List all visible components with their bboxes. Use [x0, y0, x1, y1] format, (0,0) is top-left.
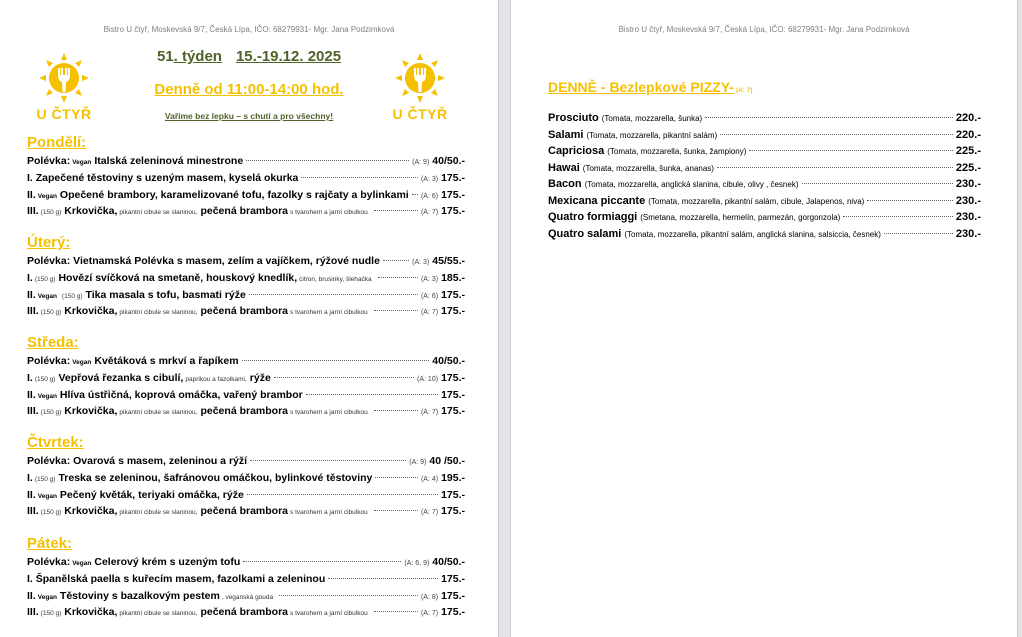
item-name-2: rýže	[249, 371, 271, 384]
week-dates: 15.-19.12. 2025	[235, 48, 342, 65]
item-weight: (150 g)	[34, 375, 56, 383]
item-name: Krkovička,	[64, 305, 118, 318]
dot-leader	[802, 183, 953, 184]
item-label: I.	[27, 271, 33, 284]
item-name: Krkovička,	[64, 505, 118, 518]
pizza-price: 220.-	[955, 112, 981, 124]
item-price: 175.-	[441, 371, 465, 384]
item-label: Polévka:	[27, 455, 71, 467]
allergens: (A: 3)	[420, 175, 439, 183]
pizza-name: Quatro formiaggi	[548, 211, 638, 223]
dot-leader	[250, 460, 406, 461]
item-label: III.	[27, 405, 39, 418]
item-label: I.	[27, 572, 33, 585]
pizza-item	[548, 193, 981, 210]
item-name-2: pečená brambora	[200, 205, 289, 218]
item-price: 40/50.-	[432, 355, 465, 367]
dot-leader	[274, 377, 414, 378]
dot-leader	[249, 294, 418, 295]
company-header: Bistro U čtyř, Moskevská 9/7, Česká Lípa, IČO: 68279931- Mgr. Jana Podzimková	[618, 25, 910, 34]
pizza-price: 230.-	[955, 211, 981, 223]
item-name: Italská zeleninová minestrone	[94, 155, 244, 167]
item-extra: paprikou a fazolkami,	[185, 375, 247, 383]
pizza-name: Salami	[548, 128, 584, 141]
pizza-ingredients: (Tomata, mozzarella, anglická slanina, cibule, olivy , česnek)	[584, 180, 799, 189]
item-weight: (150 g)	[40, 610, 62, 618]
menu-item	[27, 604, 465, 621]
dot-leader	[247, 494, 438, 495]
menu-item	[27, 470, 465, 487]
dot-leader	[749, 150, 953, 151]
dot-leader	[374, 611, 418, 612]
item-name: Ovarová s masem, zeleninou a rýží	[73, 455, 248, 467]
pizza-price: 225.-	[955, 161, 981, 174]
menu-item	[27, 187, 465, 204]
item-extra: pikantní cibule se slaninou,	[119, 209, 198, 217]
pizza-price: 230.-	[955, 178, 981, 190]
menu-item	[27, 170, 465, 187]
day-title: Úterý:	[27, 234, 71, 251]
item-price: 40/50.-	[432, 155, 465, 167]
menu-item	[27, 503, 465, 520]
item-label: III.	[27, 305, 39, 318]
vegan-tag: Vegan	[37, 492, 57, 500]
pizza-item	[548, 110, 981, 127]
pizza-name: Bacon	[548, 178, 582, 190]
pizza-name: Prosciuto	[548, 112, 599, 124]
menu-item	[27, 453, 465, 470]
item-extra: pikantní cibule se slaninou,	[119, 610, 198, 618]
dot-leader	[374, 210, 418, 211]
vegan-tag: Vegan	[72, 159, 92, 166]
dot-leader	[843, 216, 953, 217]
menu-item	[27, 303, 465, 320]
item-price: 175.-	[441, 572, 465, 585]
allergens: (A: 3)	[412, 259, 430, 266]
pizza-price: 230.-	[955, 227, 981, 240]
item-weight: (150 g)	[40, 309, 62, 317]
dot-leader	[306, 394, 438, 395]
item-extra-2: s tvarohem a jarní cibulkou	[290, 309, 368, 317]
dot-leader	[717, 167, 953, 168]
item-name: Tika masala s tofu, basmati rýže	[85, 288, 246, 301]
item-name: Vepřová řezanka s cibulí,	[58, 371, 184, 384]
pizza-ingredients: (Tomata, mozzarella, pikantní salám, anglická slanina, salsiccia, česnek)	[624, 229, 881, 239]
item-label: Polévka:	[27, 255, 71, 267]
day-title: Čtvrtek:	[27, 434, 84, 451]
item-price: 175.-	[441, 188, 465, 201]
item-extra-2: s tvarohem a jarní cibulkou	[290, 209, 368, 217]
item-price: 40 /50.-	[429, 455, 465, 467]
item-price: 175.-	[441, 388, 465, 401]
pizza-ingredients: (Smetana, mozzarella, hermelín, parmezán, gorgonzola)	[640, 213, 841, 222]
week-heading	[0, 48, 498, 65]
item-price: 175.-	[441, 171, 465, 184]
day-section	[27, 133, 465, 220]
allergens: (A: 10)	[417, 375, 439, 383]
pizza-allergens: (A: 7)	[735, 87, 753, 94]
item-label: II.	[27, 188, 36, 201]
page-edge	[1017, 0, 1022, 637]
item-price: 175.-	[441, 405, 465, 418]
item-price: 175.-	[441, 288, 465, 301]
week-word: . týden	[173, 48, 222, 65]
menu-item	[27, 403, 465, 420]
dot-leader	[242, 360, 430, 361]
allergens: (A: 3)	[420, 275, 439, 283]
allergens: (A: 7)	[420, 509, 439, 517]
allergens: (A: 6, 9)	[404, 560, 430, 567]
item-label: II.	[27, 388, 36, 401]
item-label: I.	[27, 371, 33, 384]
dot-leader	[375, 477, 418, 478]
dot-leader	[243, 561, 401, 562]
menu-item	[27, 253, 465, 270]
company-header: Bistro U čtyř, Moskevská 9/7, Česká Lípa, IČO: 68279931- Mgr. Jana Podzimková	[103, 25, 395, 34]
item-price: 40/50.-	[432, 556, 465, 568]
item-label: I.	[27, 471, 33, 484]
pizza-item	[548, 127, 981, 144]
dot-leader	[301, 177, 418, 178]
pizza-item	[548, 176, 981, 193]
item-name: Treska se zeleninou, šafránovou omáčkou, bylinkové těstoviny	[58, 471, 373, 484]
pizza-item	[548, 226, 981, 243]
pizza-ingredients: (Tomata, mozzarella, šunka, žampiony)	[607, 147, 747, 156]
pizza-heading	[548, 79, 753, 95]
allergens: (A: 4)	[420, 475, 439, 483]
allergens: (A: 7)	[420, 409, 439, 417]
pizza-name: Capriciosa	[548, 145, 605, 157]
opening-hours: Denně od 11:00-14:00 hod.	[154, 81, 344, 98]
dot-leader	[374, 310, 418, 311]
item-name: Celerový krém s uzeným tofu	[94, 556, 241, 568]
menu-item	[27, 270, 465, 287]
item-label: II.	[27, 589, 36, 602]
allergens: (A: 7)	[420, 209, 439, 217]
item-name: Španělská paella s kuřecím masem, fazolkami a zeleninou	[35, 572, 326, 585]
dot-leader	[328, 578, 438, 579]
pizza-item	[548, 160, 981, 177]
item-extra: citron, brusinky, šlehačka	[299, 275, 372, 283]
item-price: 175.-	[441, 606, 465, 619]
pizza-ingredients: (Tomata, mozzarella, pikantní salám, cibule, Jalapenos, niva)	[648, 196, 865, 206]
dot-leader	[884, 233, 953, 234]
pizza-name: Hawai	[548, 161, 580, 174]
day-title: Pondělí:	[27, 134, 87, 151]
dot-leader	[705, 117, 953, 118]
pizza-name: Mexicana piccante	[548, 194, 646, 207]
vegan-tag: Vegan	[37, 192, 57, 200]
pizza-ingredients: (Tomata, mozzarella, šunka, ananas)	[582, 163, 714, 173]
dot-leader	[412, 194, 418, 195]
pizza-name: Quatro salami	[548, 227, 622, 240]
allergens: (A: 8)	[420, 593, 439, 601]
item-name: Krkovička,	[64, 205, 118, 218]
item-price: 175.-	[441, 305, 465, 318]
item-name-2: pečená brambora	[200, 505, 289, 518]
week-number: 51	[156, 48, 174, 65]
item-label: I.	[27, 171, 33, 184]
menu-item	[27, 487, 465, 504]
item-extra: , veganská gouda	[221, 593, 274, 601]
pizza-price: 220.-	[955, 128, 981, 141]
dot-leader	[246, 160, 409, 161]
allergens: (A: 9)	[409, 459, 427, 466]
item-price: 175.-	[441, 505, 465, 518]
day-section	[27, 433, 465, 520]
item-label: II.	[27, 288, 36, 301]
dot-leader	[378, 277, 418, 278]
menu-item	[27, 387, 465, 404]
vegan-tag: Vegan	[72, 560, 92, 567]
day-title: Pátek:	[27, 535, 73, 552]
dot-leader	[279, 595, 418, 596]
pizza-price: 225.-	[955, 145, 981, 157]
pizza-list	[548, 110, 981, 242]
item-price: 195.-	[441, 471, 465, 484]
page-right	[510, 0, 1017, 637]
item-label: III.	[27, 606, 39, 619]
slogan: Vaříme bez lepku – s chutí a pro všechny!	[164, 111, 334, 121]
item-label: Polévka:	[27, 155, 71, 167]
page-left	[0, 0, 498, 637]
menu-item	[27, 353, 465, 370]
item-name: Krkovička,	[64, 606, 118, 619]
item-weight: (150 g)	[40, 209, 62, 217]
item-name: Zapečené těstoviny s uzeným masem, kyselá okurka	[35, 171, 299, 184]
item-label: Polévka:	[27, 556, 71, 568]
dot-leader	[867, 200, 953, 201]
item-price: 175.-	[441, 205, 465, 218]
item-price: 45/55.-	[432, 255, 465, 267]
item-weight: (150 g)	[34, 475, 56, 483]
menu-item	[27, 153, 465, 170]
menu-item	[27, 370, 465, 387]
item-name: Hovězí svíčková na smetaně, houskový knedlík,	[58, 271, 298, 284]
dot-leader	[720, 134, 953, 135]
menu-item	[27, 287, 465, 304]
item-name-2: pečená brambora	[200, 405, 289, 418]
item-name: Hlíva ústřičná, koprová omáčka, vařený brambor	[59, 388, 303, 401]
pizza-ingredients: (Tomata, mozzarella, šunka)	[601, 114, 703, 123]
item-extra: pikantní cibule se slaninou,	[119, 309, 198, 317]
allergens: (A: 7)	[420, 610, 439, 618]
item-extra: pikantní cibule se slaninou,	[119, 409, 198, 417]
item-name: Opečené brambory, karamelizované tofu, fazolky s rajčaty a bylinkami	[59, 188, 409, 201]
item-weight: (150 g)	[40, 409, 62, 417]
logo-text: U ČTYŘ	[36, 106, 92, 122]
item-weight: (150 g)	[61, 292, 83, 300]
menu-item	[27, 203, 465, 220]
vegan-tag: Vegan	[37, 292, 57, 300]
day-title: Středa:	[27, 334, 79, 351]
item-name: Pečený květák, teriyaki omáčka, rýže	[59, 488, 244, 501]
pizza-title: DENNĚ - Bezlepkové PIZZY-	[548, 79, 734, 95]
day-section	[27, 333, 465, 420]
item-extra: pikantní cibule se slaninou,	[119, 509, 198, 517]
allergens: (A: 6)	[420, 192, 439, 200]
dot-leader	[383, 260, 409, 261]
logo-text: U ČTYŘ	[392, 106, 448, 122]
allergens: (A: 9)	[412, 159, 430, 166]
vegan-tag: Vegan	[37, 392, 57, 400]
item-weight: (150 g)	[34, 275, 56, 283]
vegan-tag: Vegan	[37, 593, 57, 601]
item-price: 175.-	[441, 589, 465, 602]
day-section	[27, 534, 465, 621]
item-name: Krkovička,	[64, 405, 118, 418]
allergens: (A: 6)	[420, 292, 439, 300]
item-label: II.	[27, 488, 36, 501]
day-section	[27, 233, 465, 320]
item-label: Polévka:	[27, 355, 71, 367]
item-name: Těstoviny s bazalkovým pestem	[59, 589, 220, 602]
menu-item	[27, 588, 465, 605]
menu-item	[27, 571, 465, 588]
vegan-tag: Vegan	[72, 359, 92, 366]
item-label: III.	[27, 505, 39, 518]
item-name: Vietnamská Polévka s masem, zelím a vajíčkem, rýžové nudle	[73, 255, 380, 267]
item-price: 175.-	[441, 488, 465, 501]
item-extra-2: s tvarohem a jarní cibulkou	[290, 409, 368, 417]
item-name-2: pečená brambora	[200, 606, 289, 619]
dot-leader	[374, 510, 418, 511]
dot-leader	[374, 410, 418, 411]
pizza-item	[548, 143, 981, 160]
item-extra-2: s tvarohem a jarní cibulkou	[290, 509, 368, 517]
item-price: 185.-	[441, 271, 465, 284]
pizza-ingredients: (Tomata, mozzarella, pikantní salám)	[586, 130, 718, 140]
item-name: Květáková s mrkví a řapíkem	[94, 355, 239, 367]
item-name-2: pečená brambora	[200, 305, 289, 318]
item-weight: (150 g)	[40, 509, 62, 517]
item-extra-2: s tvarohem a jarní cibulkou	[290, 610, 368, 618]
item-label: III.	[27, 205, 39, 218]
allergens: (A: 7)	[420, 309, 439, 317]
menu-item	[27, 554, 465, 571]
pizza-price: 230.-	[955, 194, 981, 207]
pizza-item	[548, 209, 981, 226]
